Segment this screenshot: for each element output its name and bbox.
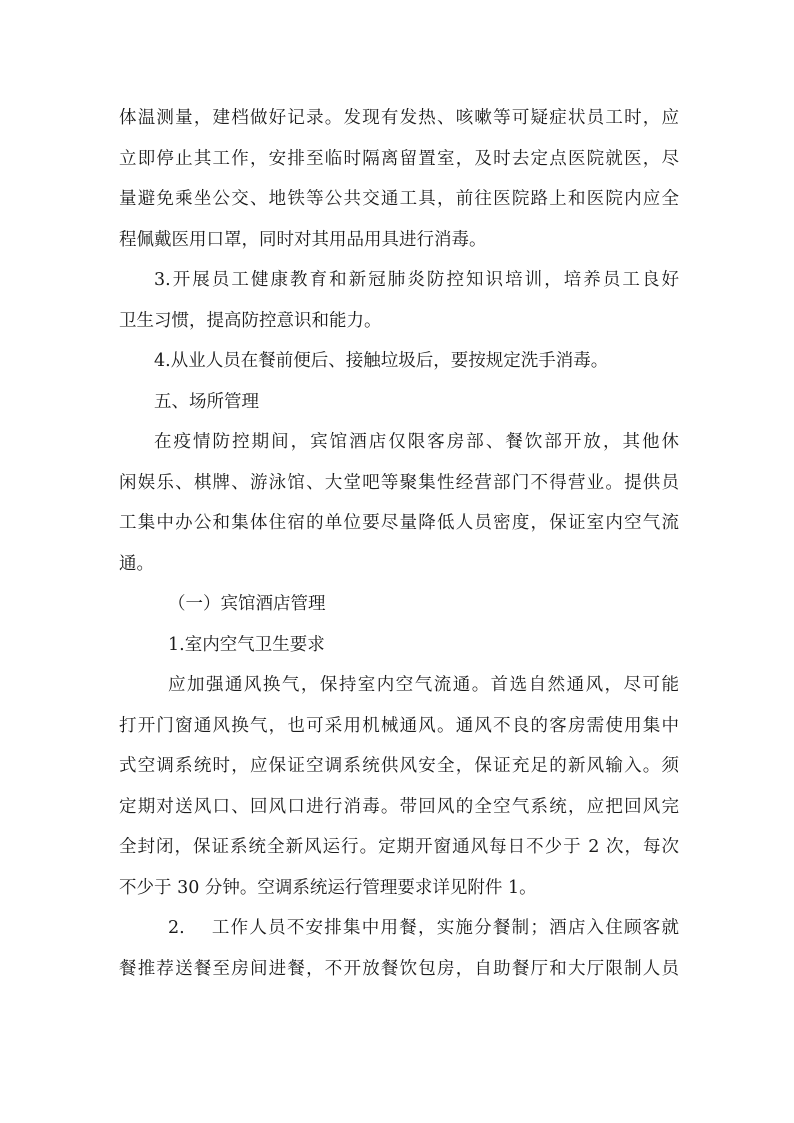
text-line: 全封闭，保证系统全新风运行。定期开窗通风每日不少于 2 次，每次: [119, 837, 679, 857]
text-line: 五、场所管理: [154, 391, 259, 412]
subsection-heading-hotel-management: [119, 584, 679, 625]
paragraph-item-3: [119, 260, 679, 341]
text-line: 3.开展员工健康教育和新冠肺炎防控知识培训，培养员工良好: [154, 270, 679, 290]
paragraph-dining: [119, 908, 679, 989]
text-line: 通。: [119, 553, 154, 574]
text-line: 应加强通风换气，保持室内空气流通。首选自然通风，尽可能: [168, 675, 679, 695]
text-line: 定期对送风口、回风口进行消毒。带回风的全空气系统，应把回风完: [119, 796, 679, 817]
item-heading-indoor-air: [119, 625, 679, 666]
text-line: （一）宾馆酒店管理: [168, 594, 326, 614]
text-line: 式空调系统时，应保证空调系统供风安全，保证充足的新风输入。须: [119, 756, 679, 776]
text-line: 量避免乘坐公交、地铁等公共交通工具，前往医院路上和医院内应全: [119, 189, 679, 209]
text-line: 2. 工作人员不安排集中用餐，实施分餐制；酒店入住顾客就: [168, 918, 679, 938]
text-line: 卫生习惯，提高防控意识和能力。: [119, 310, 382, 331]
paragraph-ventilation: [119, 665, 679, 908]
text-line: 立即停止其工作，安排至临时隔离留置室，及时去定点医院就医，尽: [119, 148, 679, 169]
text-line: 程佩戴医用口罩，同时对其用品用具进行消毒。: [119, 229, 487, 250]
text-line: 闲娱乐、棋牌、游泳馆、大堂吧等聚集性经营部门不得营业。提供员: [119, 472, 679, 493]
text-line: 不少于 30 分钟。空调系统运行管理要求详见附件 1。: [119, 877, 537, 898]
text-line: 工集中办公和集体住宿的单位要尽量降低人员密度，保证室内空气流: [119, 513, 679, 533]
text-line: 1.室内空气卫生要求: [168, 634, 325, 655]
paragraph-venue-rules: [119, 422, 679, 584]
text-line: 餐推荐送餐至房间进餐，不开放餐饮包房，自助餐厅和大厅限制人员: [119, 958, 679, 979]
document-body: [119, 98, 679, 989]
section-heading-venue-management: [119, 382, 679, 423]
paragraph-item-4: [119, 341, 679, 382]
text-line: 打开门窗通风换气，也可采用机械通风。通风不良的客房需使用集中: [119, 715, 679, 736]
text-line: 4.从业人员在餐前便后、接触垃圾后，要按规定洗手消毒。: [154, 351, 609, 371]
text-line: 体温测量，建档做好记录。发现有发热、咳嗽等可疑症状员工时，应: [119, 108, 679, 128]
text-line: 在疫情防控期间，宾馆酒店仅限客房部、餐饮部开放，其他休: [154, 432, 679, 452]
paragraph-health-monitoring: [119, 98, 679, 260]
